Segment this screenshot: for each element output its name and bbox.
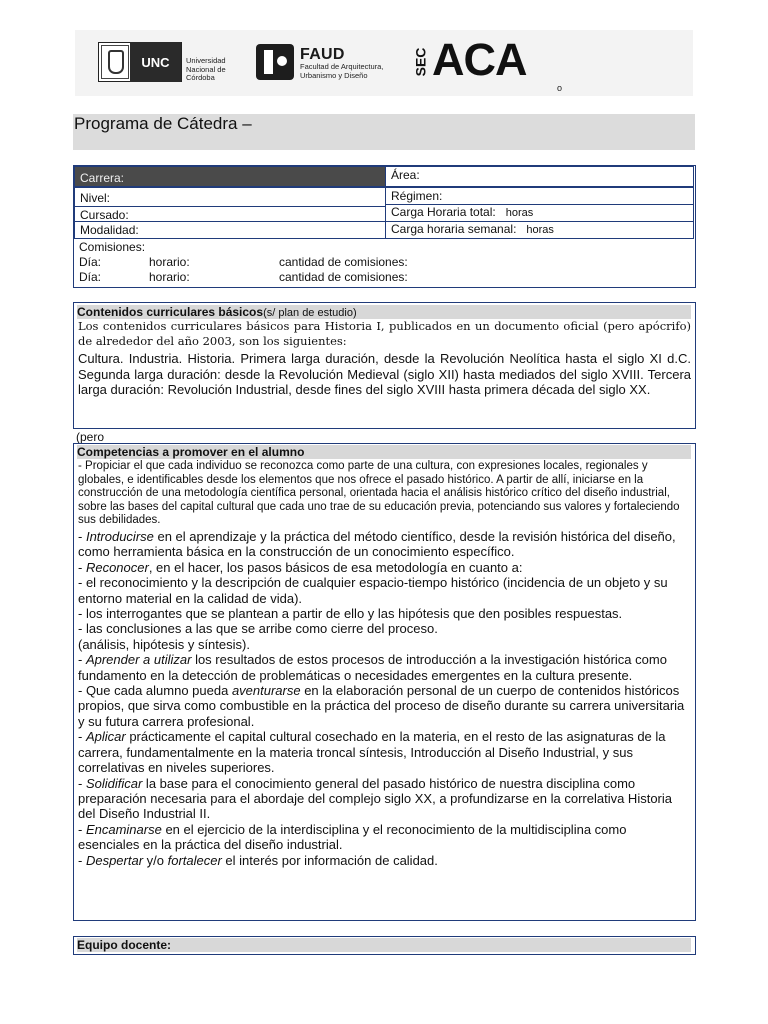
sec-label-wrap — [405, 44, 435, 80]
faud-subtitle: Facultad de Arquitectura, Urbanismo y Diseño — [300, 62, 384, 80]
page-title: Programa de Cátedra – — [74, 114, 252, 133]
competencias-list — [78, 529, 690, 868]
competencia-text: el interés por información de calidad. — [221, 852, 438, 868]
aca-label: ACA — [432, 34, 527, 85]
dash: - — [78, 529, 86, 544]
dash: - — [78, 852, 86, 868]
dash: - — [78, 821, 86, 837]
contenidos-heading — [77, 305, 691, 319]
unc-crest-icon — [101, 45, 129, 79]
dia-label: Día: — [79, 270, 102, 284]
dash: - — [78, 652, 86, 668]
carga-total-unit: horas — [505, 207, 534, 219]
competencia-text: los resultados de estos procesos de introducción a la investigación histórica como fundamento en la detección de problemáticas o necesidades emergentes en la cultura presente. — [78, 652, 667, 683]
competencia-text: en la elaboración personal de un cuerpo de contenidos históricos propios, que sirva como combustible en la práctica del proceso de diseño durante su carrera universitaria y su futura carrera profesional. — [78, 683, 685, 729]
competencia-item: - los interrogantes que se plantean a partir de ello y las hipótesis que den posibles respuestas. — [78, 606, 623, 622]
competencia-lead: - Que cada alumno pueda — [78, 683, 232, 699]
contenidos-note: (s/ plan de estudio) — [263, 307, 357, 319]
faud-name: FAUD — [300, 46, 345, 63]
carga-semanal-cell — [385, 221, 694, 239]
competencia-verb: Encaminarse — [85, 821, 162, 837]
comision-row-1 — [79, 255, 689, 270]
competencia-item — [78, 729, 690, 775]
nivel-cell: Nivel: — [74, 187, 386, 207]
cantidad-label: cantidad de comisiones: — [279, 255, 408, 269]
horario-label: horario: — [149, 255, 190, 269]
carga-total-cell — [385, 204, 694, 222]
carga-total-label: Carga Horaria total: — [391, 205, 496, 219]
competencias-heading: Competencias a promover en el alumno — [77, 445, 691, 459]
contenidos-section — [73, 302, 696, 429]
competencia-item — [78, 560, 690, 575]
competencia-text: , en el hacer, los pasos básicos de esa metodología en cuanto a: — [148, 559, 523, 575]
competencias-p1: - Propiciar el que cada individuo se reconozca como parte de una cultura, con expresiones locales, regionales y globales, e identificables desde los elementos que nos ofrece el pasado histórico. A partir de allí, iniciarse en la construcción de una metodología científica personal, orientada hacia el análisis histórico crítico del diseño industrial, sobre las bases del capital cultural que cada uno trae de su educación previa, potenciando sus valores y fortaleciendo sus debilidades. — [78, 460, 680, 526]
equipo-section — [73, 936, 696, 955]
competencias-section — [73, 443, 696, 921]
competencia-item — [78, 529, 690, 560]
carga-semanal-unit: horas — [526, 224, 554, 236]
carrera-cell: Carrera: — [74, 166, 386, 187]
competencia-item — [78, 776, 690, 822]
competencia-verb: Reconocer — [85, 559, 149, 575]
cantidad-label: cantidad de comisiones: — [279, 270, 408, 284]
pero-fragment: (pero — [76, 430, 105, 444]
competencia-item: - las conclusiones a las que se arribe como cierre del proceso. — [78, 621, 438, 637]
area-cell: Área: — [385, 166, 694, 187]
competencia-item: - el reconocimiento y la descripción de cualquier espacio-tiempo histórico (incidencia de un objeto y su entorno material en la calidad de vida). — [78, 575, 668, 606]
competencia-verb: aventurarse — [231, 683, 301, 699]
competencia-verb: Solidificar — [85, 775, 143, 791]
contenidos-title: Contenidos curriculares básicos — [77, 305, 264, 319]
sec-label: SEC — [411, 47, 428, 77]
cursado-cell: Cursado: — [74, 206, 386, 222]
carga-semanal-label: Carga horaria semanal: — [391, 222, 517, 236]
header-mark: o — [557, 83, 563, 93]
unc-name: Universidad Nacional de Córdoba — [186, 56, 226, 82]
info-table — [73, 165, 696, 288]
equipo-heading: Equipo docente: — [77, 938, 691, 952]
faud-logo-icon — [256, 44, 294, 80]
competencia-item — [78, 652, 690, 683]
competencia-verb: Aprender a utilizar — [85, 652, 192, 668]
comision-row-2 — [79, 270, 689, 285]
competencia-item — [78, 683, 690, 729]
unc-badge: UNC — [130, 42, 181, 82]
competencia-verb: Introducirse — [85, 529, 154, 544]
competencia-text: la base para el conocimiento general del pasado histórico de nuestra disciplina como preparación necesaria para el abordaje del complejo siglo XX, a profundizarse en la correlativa Historia del Diseño Industrial II. — [78, 775, 672, 822]
horario-label: horario: — [149, 270, 190, 284]
competencia-text: en el ejercicio de la interdisciplina y el reconocimiento de la multidisciplina como esenciales en la práctica del diseño industrial. — [78, 821, 627, 853]
competencia-verb: Aplicar — [85, 729, 126, 745]
competencia-joiner: y/o — [143, 852, 168, 868]
dash: - — [78, 775, 86, 791]
dia-label: Día: — [79, 255, 102, 269]
competencia-verb: fortalecer — [167, 852, 222, 868]
contenidos-body: Cultura. Industria. Historia. Primera larga duración, desde la Revolución Neolítica hasta el siglo XI d.C. Segunda larga duración: desde la Revolución Medieval (siglo XII) hasta mediados del siglo XVIII. Tercera larga duración: Revolución Industrial, desde fines del siglo XVIII hasta primera década del siglo XX. — [78, 351, 691, 397]
competencia-text: en el aprendizaje y la práctica del método científico, desde la revisión histórica del diseño, como herramienta básica en la construcción de un conocimiento específico. — [78, 529, 676, 560]
competencia-item — [78, 822, 690, 853]
regimen-cell: Régimen: — [385, 187, 694, 205]
competencia-item — [78, 853, 690, 868]
dash: - — [78, 729, 86, 745]
comisiones-label: Comisiones: — [79, 240, 146, 254]
competencia-verb: Despertar — [85, 852, 144, 868]
modalidad-cell: Modalidad: — [74, 221, 386, 239]
contenidos-intro: Los contenidos curriculares básicos para Historia I, publicados en un documento oficial (pero apócrifo) de alrededor del año 2003, son los siguientes: — [78, 319, 691, 348]
competencia-item: (análisis, hipótesis y síntesis). — [78, 636, 250, 652]
dash: - — [78, 559, 86, 575]
comisiones-cell — [74, 238, 694, 286]
competencia-text: prácticamente el capital cultural cosechado en la materia, en el resto de las asignaturas de la carrera, fundamentalmente en la materia troncal síntesis, Introducción al Diseño Industrial, y sus correlativas en niveles superiores. — [78, 729, 666, 776]
